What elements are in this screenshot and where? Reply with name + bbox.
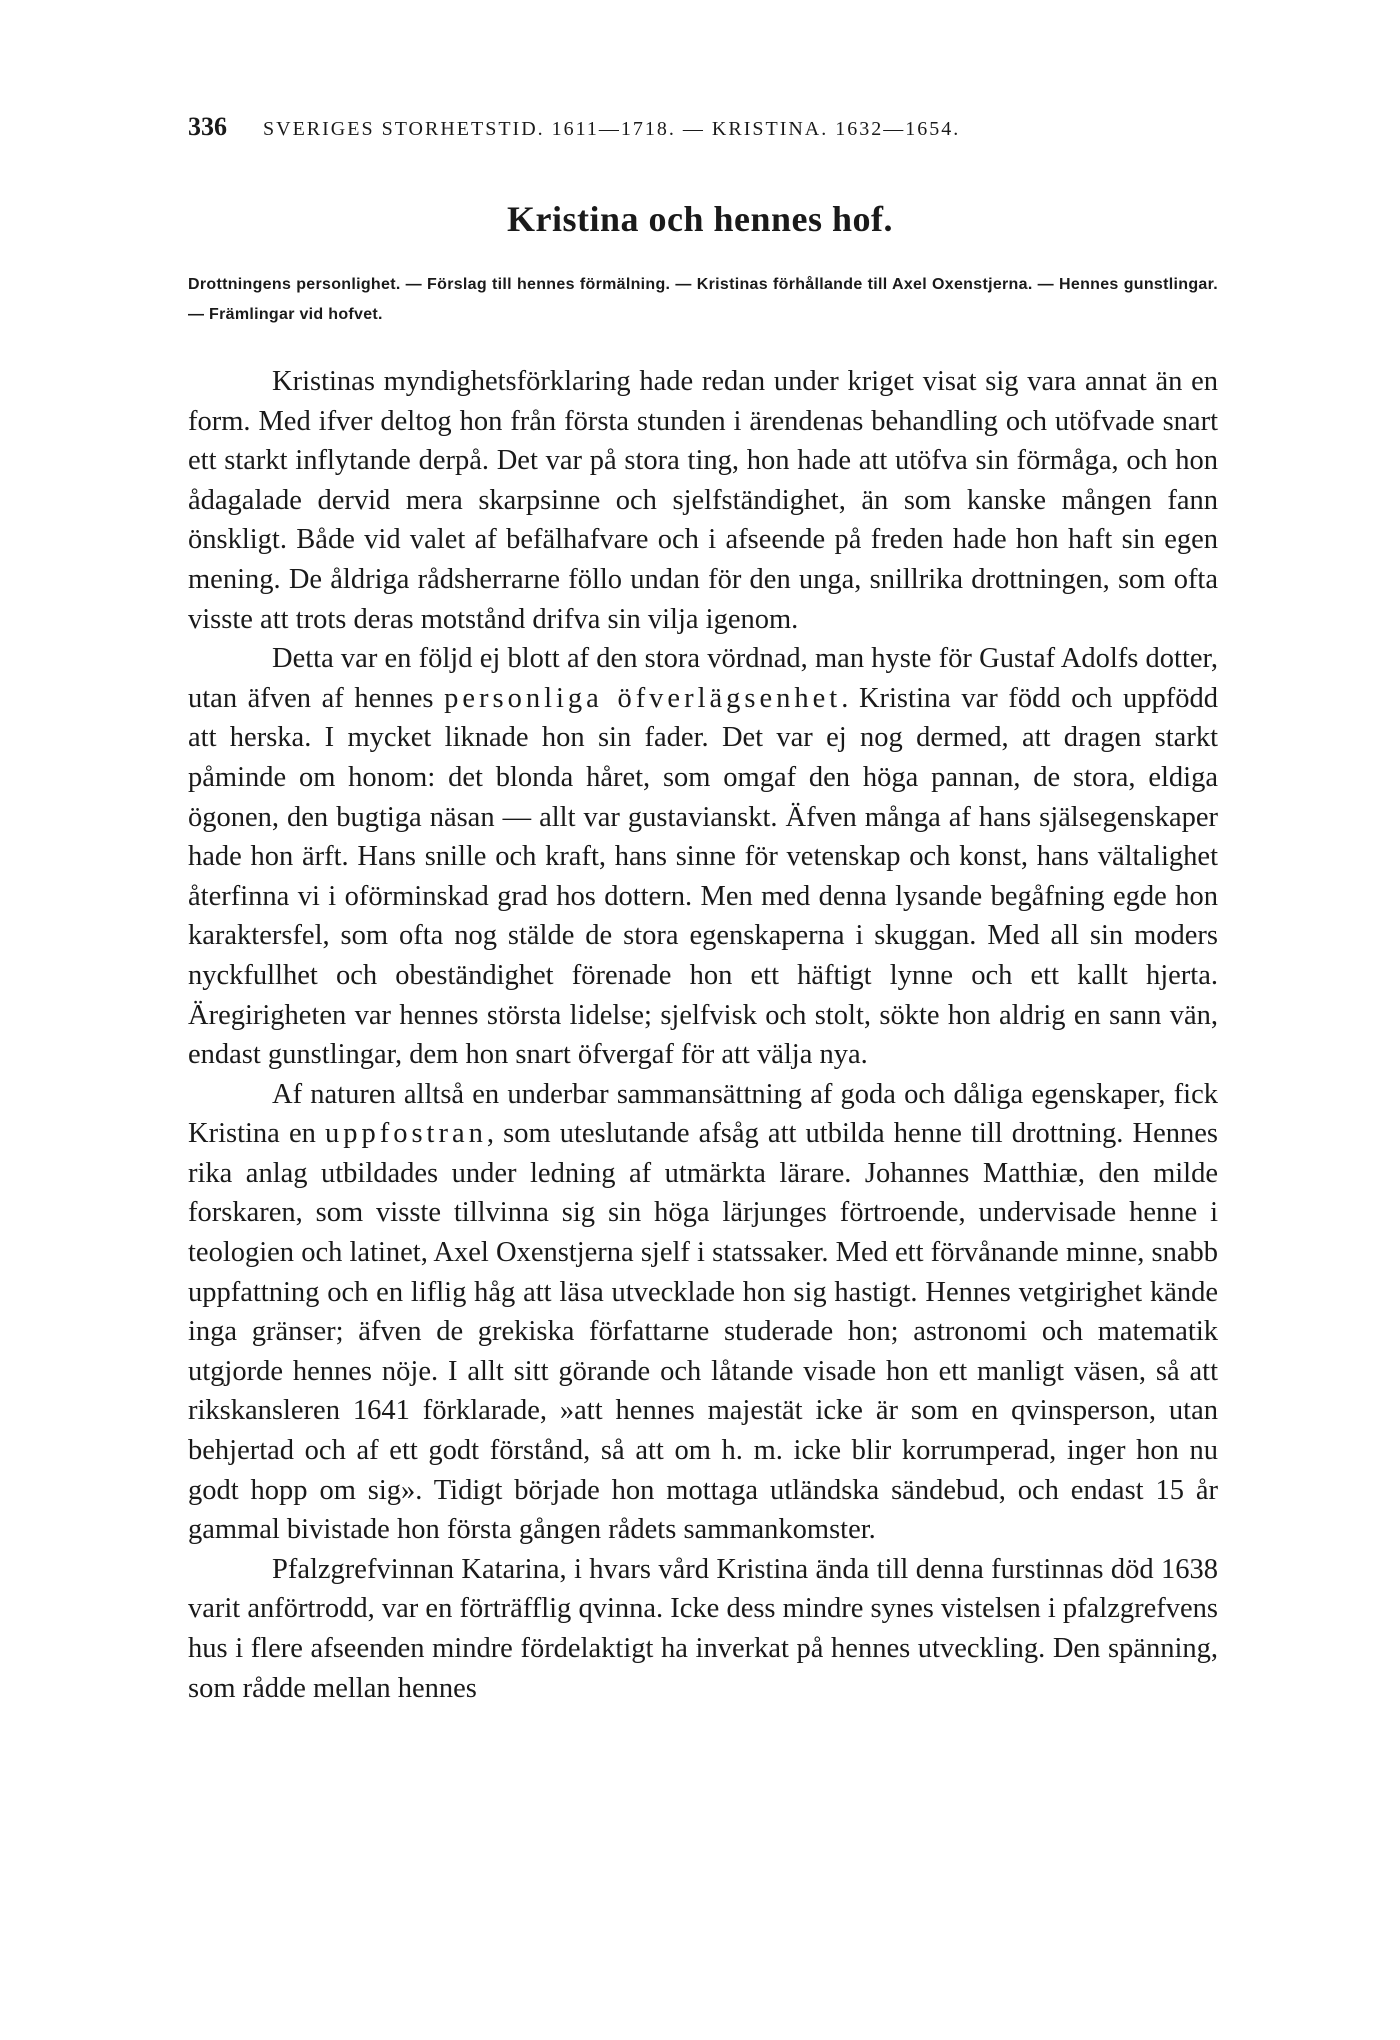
body-text [188,362,1218,1708]
running-title: SVERIGES STORHETSTID. 1611—1718. — KRISTINA. 1632—1654. [263,118,961,140]
paragraph-2 [188,639,1218,1075]
paragraph-2-part-b: . Kristina var född och uppfödd att herska. I mycket liknade hon sin fader. Det var ej nog dermed, att dragen starkt påminde om honom: det blonda håret, som omgaf den höga pannan, de stora, eldiga ögonen, den bugtiga näsan — allt var gustavianskt. Äfven många af hans själsegenskaper hade hon ärft. Hans snille och kraft, hans sinne för vetenskap och konst, hans vältalighet återfinna vi i oförminskad grad hos dottern. Men med denna lysande begåfning egde hon karaktersfel, som ofta nog stälde de stora egenskaperna i skuggan. Med all sin moders nyckfullhet och obeständighet förenade hon ett häftigt lynne och ett kallt hjerta. Äregirigheten var hennes största lidelse; sjelfvisk och stolt, sökte hon aldrig en sann vän, endast gunstlingar, dem hon snart öfvergaf för att välja nya. [188,682,1218,1071]
chapter-summary: Drottningens personlighet. — Förslag till hennes förmälning. — Kristinas förhållande till Axel Oxenstjerna. — Hennes gunstlingar. — Främlingar vid hofvet. [188,276,1218,323]
paragraph-3-part-a: Af naturen alltså en underbar sammansättning af goda och dåliga egenskaper, fick Kristina en [188,1078,1218,1150]
paragraph-3-spaced-word: uppfostran [324,1118,487,1150]
paragraph-1: Kristinas myndighetsförklaring hade redan under kriget visat sig vara annat än en form. Med ifver deltog hon från första stunden i ärendenas behandling och utöfvade snart ett starkt inflytande derpå. Det var på stora ting, hon hade att utöfva sin förmåga, och hon ådagalade dervid mera skarpsinne och sjelfständighet, än som kanske mången fann önskligt. Både vid valet af befälhafvare och i afseende på freden hade hon haft sin egen mening. De åldriga rådsherrarne föllo undan för den unga, snillrika drottningen, som ofta visste att trots deras motstånd drifva sin vilja igenom. [188,366,1218,635]
page-number: 336 [188,112,227,141]
paragraph-3 [188,1075,1218,1550]
paragraph-3-part-b: , som uteslutande afsåg att utbilda henne till drottning. Hennes rika anlag utbildades under ledning af utmärkta lärare. Johannes Matthiæ, den milde forskaren, som visste tillvinna sig sin höga lärjunges förtroende, undervisade henne i teologien och latinet, Axel Oxenstjerna sjelf i statssaker. Med ett förvånande minne, snabb uppfattning och en liflig håg att läsa utvecklade hon sig hastigt. Hennes vetgirighet kände inga gränser; äfven de grekiska författarne studerade hon; astronomi och matematik utgjorde hennes nöje. I allt sitt görande och låtande visade hon ett manligt väsen, så att rikskansleren 1641 förklarade, »att hennes majestät icke är som en qvinsperson, utan behjertad och af ett godt förstånd, så att om h. m. icke blir korrumperad, inger hon nu godt hopp om sig». Tidigt började hon mottaga utländska sändebud, och endast 15 år gammal bivistade hon första gången rådets sammankomster. [188,1118,1218,1546]
paragraph-2-part-a: Detta var en följd ej blott af den stora vördnad, man hyste för Gustaf Adolfs dotter, utan äfven af hennes [188,643,1218,714]
paragraph-4: Pfalzgrefvinnan Katarina, i hvars vård Kristina ända till denna furstinnas död 1638 varit anförtrodd, var en förträfflig qvinna. Icke dess mindre synes vistelsen i pfalzgrefvens hus i flere afseenden mindre fördelaktigt ha inverkat på hennes utveckling. Den spänning, som rådde mellan hennes [188,1553,1218,1704]
chapter-title: Kristina och hennes hof. [506,199,894,239]
running-head [188,112,1218,142]
paragraph-2-spaced-phrase: personliga öfverlägsenhet [444,682,842,714]
